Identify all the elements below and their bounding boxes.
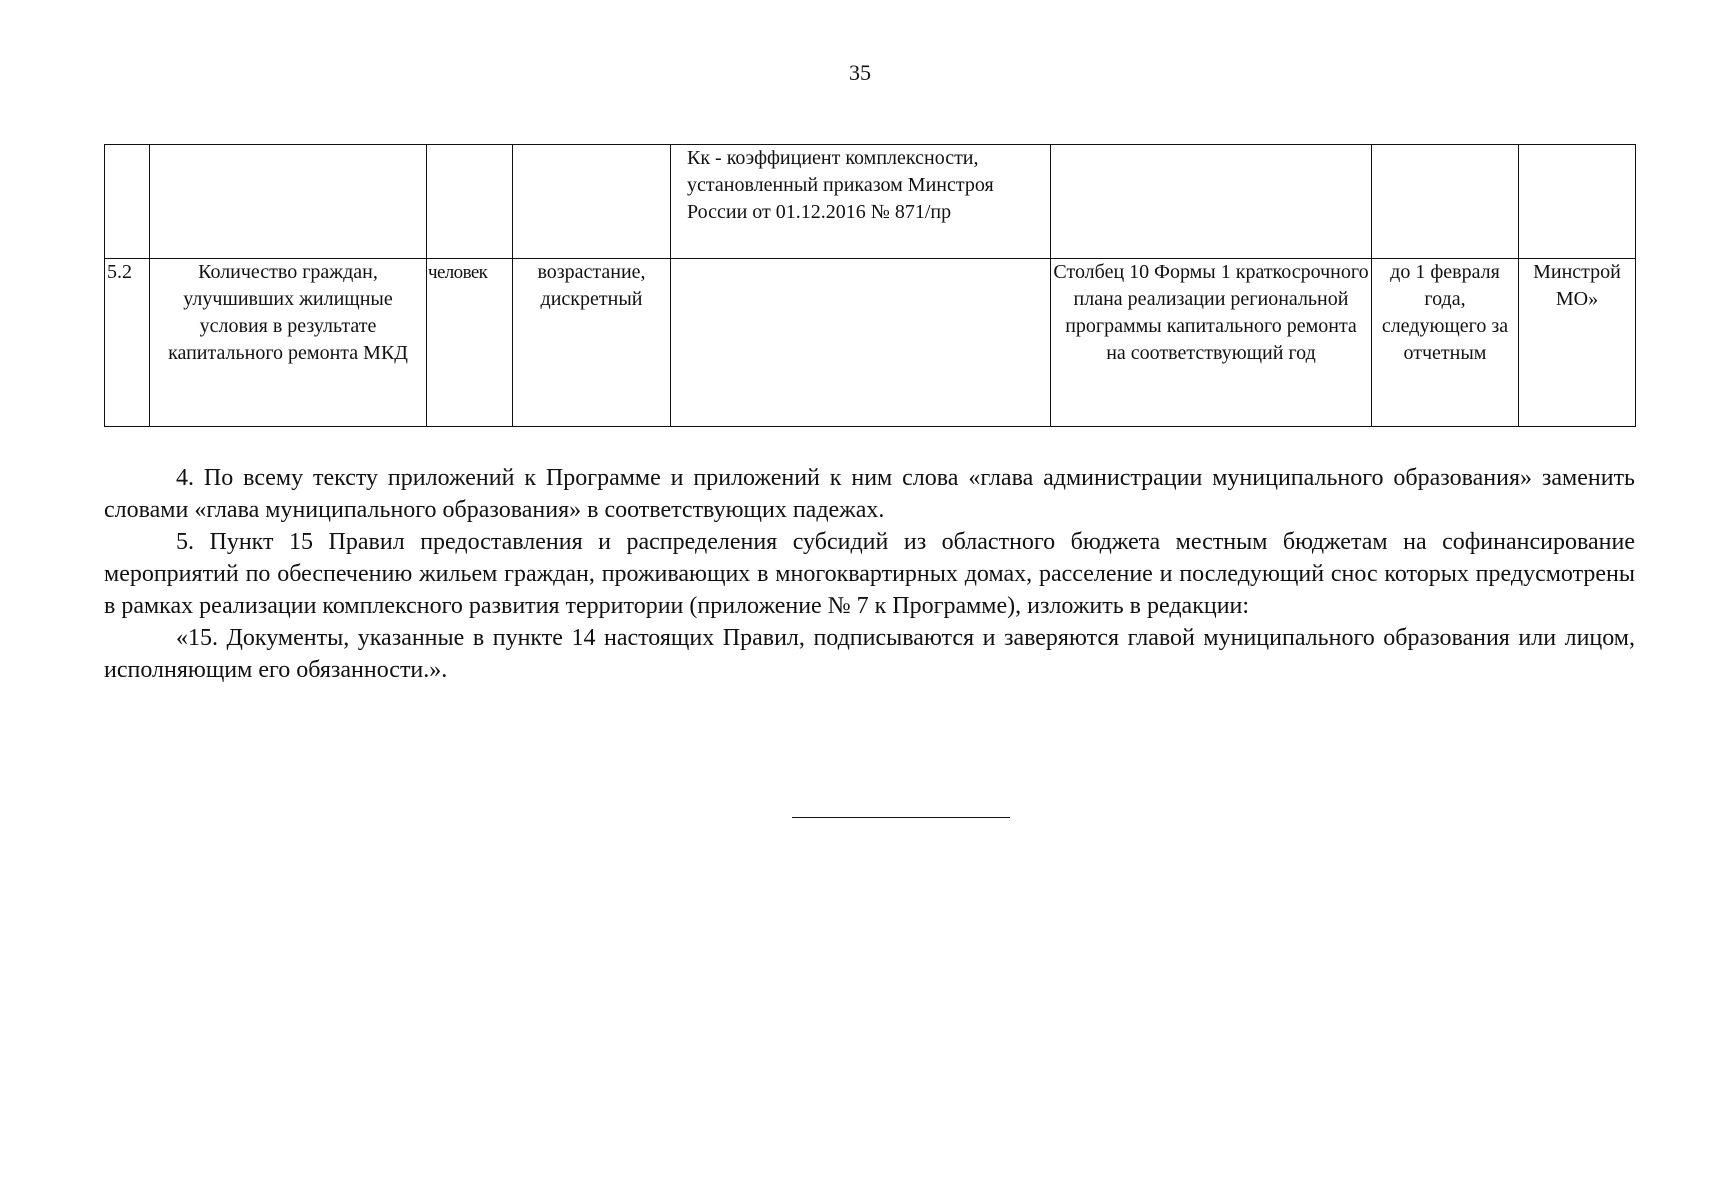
paragraph-quoted-rule-15: «15. Документы, указанные в пункте 14 настоящих Правил, подписываются и заверяются главой муниципального образования или лицом, исполняющим его обязанности.». bbox=[104, 625, 1635, 683]
cell-unit: человек bbox=[427, 259, 513, 427]
indicator-table-wrapper bbox=[104, 144, 1635, 427]
amendment-text bbox=[104, 462, 1635, 686]
cell-number bbox=[105, 145, 150, 259]
cell-responsible: Минстрой МО» bbox=[1519, 259, 1636, 427]
cell-indicator-name bbox=[150, 145, 427, 259]
table-row bbox=[105, 145, 1636, 259]
cell-type: возрастание, дискретный bbox=[513, 259, 671, 427]
cell-deadline bbox=[1372, 145, 1519, 259]
cell-unit bbox=[427, 145, 513, 259]
cell-type bbox=[513, 145, 671, 259]
cell-indicator-name: Количество граждан, улучшивших жилищные условия в результате капитального ремонта МКД bbox=[150, 259, 427, 427]
cell-calculation-method bbox=[671, 259, 1051, 427]
cell-calculation-method: Кк - коэффициент комплексности, установленный приказом Минстроя России от 01.12.2016 № 871/пр bbox=[671, 145, 1051, 259]
page-number: 35 bbox=[849, 60, 871, 85]
end-separator-line bbox=[792, 817, 1010, 818]
paragraph-item-4: 4. По всему тексту приложений к Программе и приложений к ним слова «глава администрации муниципального образования» заменить словами «глава муниципального образования» в соответствующих падежах. bbox=[104, 465, 1635, 523]
cell-number: 5.2 bbox=[105, 259, 150, 427]
cell-source: Столбец 10 Формы 1 краткосрочного плана реализации региональной программы капитального ремонта на соответствующий год bbox=[1051, 259, 1372, 427]
cell-deadline: до 1 февраля года, следующего за отчетным bbox=[1372, 259, 1519, 427]
indicator-table bbox=[104, 144, 1636, 427]
cell-responsible bbox=[1519, 145, 1636, 259]
table-row bbox=[105, 259, 1636, 427]
cell-source bbox=[1051, 145, 1372, 259]
paragraph-item-5: 5. Пункт 15 Правил предоставления и распределения субсидий из областного бюджета местным бюджетам на софинансирование мероприятий по обеспечению жильем граждан, проживающих в многоквартирных домах, расселение и последующий снос которых предусмотрены в рамках реализации комплексного развития территории (приложение № 7 к Программе), изложить в редакции: bbox=[104, 529, 1635, 619]
